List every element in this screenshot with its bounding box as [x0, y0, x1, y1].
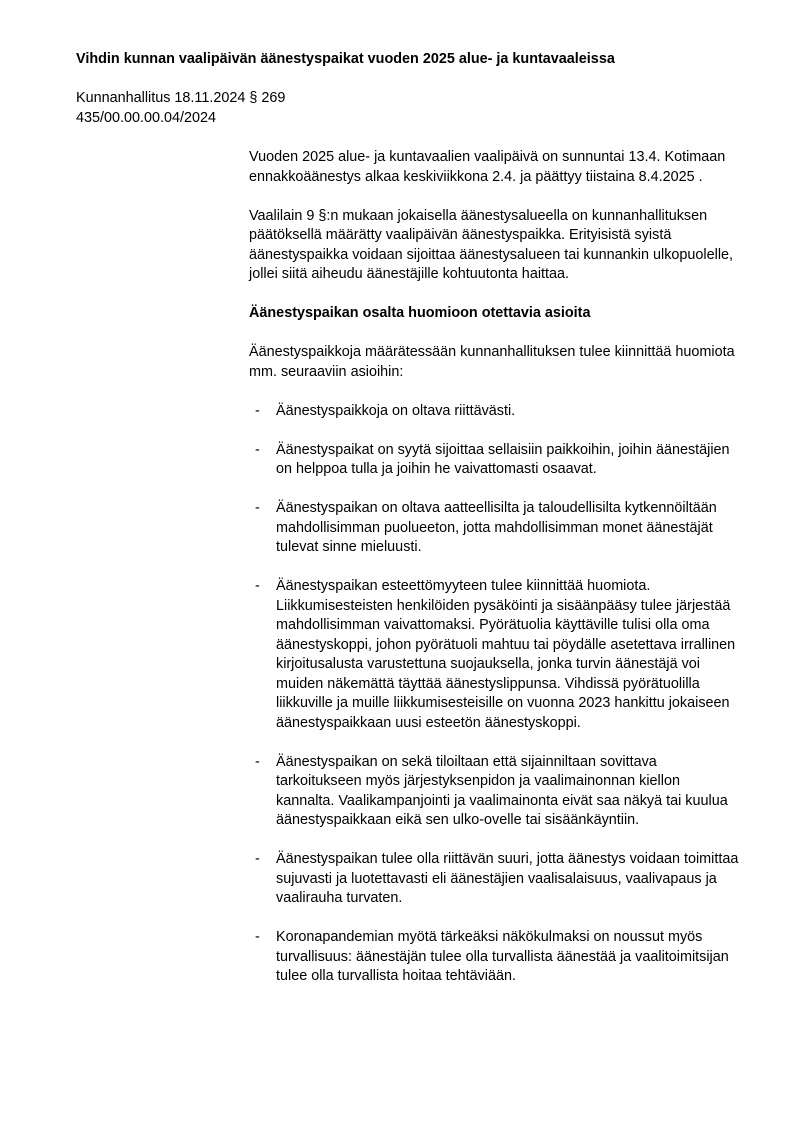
- list-item-text: Äänestyspaikkoja on oltava riittävästi.: [276, 402, 516, 419]
- list-item-text: Äänestyspaikan on sekä tiloiltaan että sijainniltaan sovittava tarkoitukseen myös järjestyksenpidon ja vaalimainonnan kiellon kannalta. Vaalikampanjointi ja vaalimainonta eivät saa näkyä tai kuulua äänestyspaikkaan eikä sen ulko-ovelle tai sisäänkäyntiin.: [276, 753, 728, 828]
- record-id: 435/00.00.00.04/2024: [76, 109, 217, 126]
- list-item: [249, 441, 739, 480]
- bullet-dash: -: [255, 753, 260, 770]
- list-item: [249, 850, 739, 909]
- list-item-text: Äänestyspaikan tulee olla riittävän suuri, jotta äänestys voidaan toimittaa sujuvasti ja luotettavasti eli äänestäjien vaalisalaisuus, vaalivapaus ja vaalirauha turvaten.: [276, 851, 739, 906]
- decision-reference: Kunnanhallitus 18.11.2024 § 269: [76, 90, 286, 106]
- paragraph-intro: Äänestyspaikkoja määrätessään kunnanhallituksen tulee kiinnittää huomiota mm. seuraaviin asioihin:: [249, 344, 735, 380]
- list-item: [249, 928, 739, 987]
- list-item: [249, 499, 739, 558]
- bullet-dash: -: [255, 441, 260, 458]
- bullet-dash: -: [255, 402, 260, 419]
- list-item: [249, 402, 739, 422]
- list-item: [249, 577, 739, 733]
- bullet-dash: -: [255, 578, 260, 594]
- list-item: [249, 753, 739, 831]
- bullet-dash: -: [255, 851, 260, 867]
- document-meta: [76, 89, 285, 128]
- paragraph-election-law: Vaalilain 9 §:n mukaan jokaisella äänestysalueella on kunnanhallituksen päätöksellä määrätty vaalipäivän äänestyspaikka. Erityisistä syistä äänestyspaikka voidaan sijoittaa äänestysalueen tai kunnankin ulkopuolelle, jollei siitä aiheudu äänestäjille kohtuutonta haittaa.: [249, 207, 734, 282]
- document-body: [249, 148, 739, 1006]
- list-item-text: Äänestyspaikat on syytä sijoittaa sellaisiin paikkoihin, joihin äänestäjien on helppoa tulla ja joihin he vaivattomasti osaavat.: [276, 441, 730, 477]
- list-item-text: Äänestyspaikan esteettömyyteen tulee kiinnittää huomiota. Liikkumisesteisten henkilöiden pysäköinti ja sisäänpääsy tulee järjestää mahdollisimman vaivattomaksi. Pyörätuolia käyttäville tulisi olla oma äänestyskoppi, johon pyörätuoli mahtuu tai pöydälle asetettava irrallinen kirjoitusalusta varustettuna suojauksella, jonka turvin äänestäjä voi muiden näkemättä täyttää äänestyslippunsa. Vihdissä pyörätuolilla liikkuville ja muille liikkumisesteisille on vuonna 2023 hankittu jokaiseen äänestyspaikkaan uusi esteetön äänestyskoppi.: [276, 578, 736, 731]
- list-item-text: Äänestyspaikan on oltava aatteellisilta ja taloudellisilta kytkennöiltään mahdollisimman puolueeton, jotta mahdollisimman monet äänestäjät tulevat sinne mieluusti.: [276, 500, 717, 555]
- document-title: Vihdin kunnan vaalipäivän äänestyspaikat vuoden 2025 alue- ja kuntavaaleissa: [76, 51, 615, 67]
- considerations-list: [249, 402, 739, 987]
- bullet-dash: -: [255, 929, 260, 945]
- list-item-text: Koronapandemian myötä tärkeäksi näkökulmaksi on noussut myös turvallisuus: äänestäjän tulee olla turvallista äänestää ja vaalitoimitsijan tulee olla turvallista hoitaa tehtäviään.: [276, 929, 729, 984]
- section-heading: Äänestyspaikan osalta huomioon otettavia asioita: [249, 305, 591, 321]
- bullet-dash: -: [255, 500, 260, 516]
- paragraph-election-dates: Vuoden 2025 alue- ja kuntavaalien vaalipäivä on sunnuntai 13.4. Kotimaan ennakkoäänestys alkaa keskiviikkona 2.4. ja päättyy tiistaina 8.4.2025 .: [249, 149, 726, 185]
